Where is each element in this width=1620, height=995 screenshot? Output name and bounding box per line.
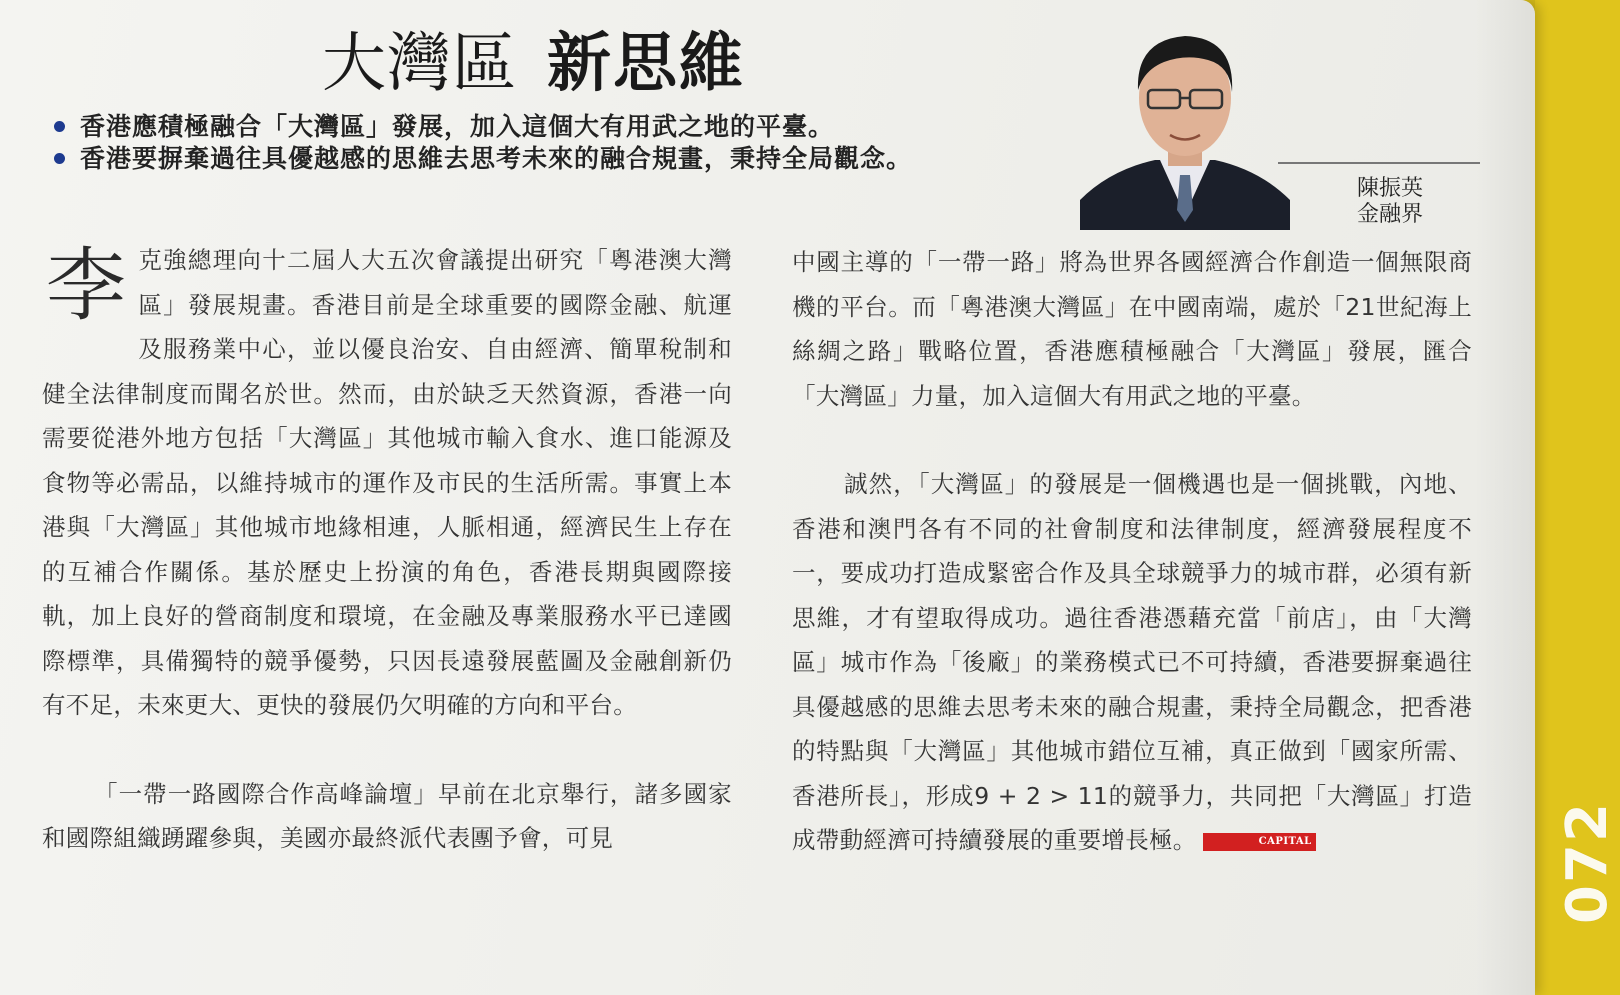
bullet-dot-icon [54,121,65,132]
author-portrait [1090,10,1280,230]
key-point [54,112,1044,142]
article-column-left [42,238,732,861]
author-name: 陳振英 [1356,176,1423,201]
drop-cap: 李 [46,239,127,332]
title-part-a: 大灣區 [322,27,517,101]
paragraph-text: 克強總理向十二屆人大五次會議提出研究「粵港澳大灣區」發展規畫。香港目前是全球重要的國際金融、航運及服務業中心，並以優良治安、自由經濟、簡單稅制和健全法律制度而聞名於世。然而，由於缺乏天然資源，香港一向需要從港外地方包括「大灣區」其他城市輸入食水、進口能源及食物等必需品，以維持城市的運作及市民的生活所需。事實上本港與「大灣區」其他城市地緣相連，人脈相通，經濟民生上存在的互補合作關係。基於歷史上扮演的角色，香港長期與國際接軌，加上良好的營商制度和環境，在金融及專業服務水平已達國際標準，具備獨特的競爭優勢，只因長遠發展藍圖及金融創新仍有不足，未來更大、更快的發展仍欠明確的方向和平台。 [42,246,732,719]
page-edge-shadow [1475,0,1535,995]
article-column-right [792,240,1472,863]
paragraph-gap [42,728,732,772]
author-byline [1330,176,1450,228]
article-title [322,22,745,106]
byline-divider [1278,162,1480,164]
key-point [54,144,1044,174]
key-point-text: 香港應積極融合「大灣區」發展，加入這個大有用武之地的平臺。 [80,112,835,141]
author-section: 金融界 [1356,202,1423,227]
key-point-text: 香港要摒棄過往具優越感的思維去思考未來的融合規畫，秉持全局觀念。 [80,144,913,173]
paragraph [792,462,1472,863]
title-part-b: 新思維 [547,27,745,101]
capital-logo: CAPITAL [1203,833,1316,851]
bullet-dot-icon [54,153,65,164]
paragraph [42,238,732,728]
paragraph-gap [792,418,1472,462]
paragraph-text: 誠然，「大灣區」的發展是一個機遇也是一個挑戰，內地、香港和澳門各有不同的社會制度和法律制度，經濟發展程度不一，要成功打造成緊密合作及具全球競爭力的城市群，必須有新思維，才有望取得成功。過往香港憑藉充當「前店」，由「大灣區」城市作為「後廠」的業務模式已不可持續，香港要摒棄過往具優越感的思維去思考未來的融合規畫，秉持全局觀念，把香港的特點與「大灣區」其他城市錯位互補，真正做到「國家所需、香港所長」，形成9 + 2 > 11的競爭力，共同把「大灣區」打造成帶動經濟可持續發展的重要增長極。 [792,470,1472,854]
key-points-list [54,112,1044,176]
page-number: 072 [1554,801,1620,924]
paragraph: 「一帶一路國際合作高峰論壇」早前在北京舉行，諸多國家和國際組織踴躍參與，美國亦最終派代表團予會，可見 [42,779,732,852]
paragraph: 中國主導的「一帶一路」將為世界各國經濟合作創造一個無限商機的平台。而「粵港澳大灣區」在中國南端，處於「21世紀海上絲綢之路」戰略位置，香港應積極融合「大灣區」發展，匯合「大灣區」力量，加入這個大有用武之地的平臺。 [792,248,1472,410]
